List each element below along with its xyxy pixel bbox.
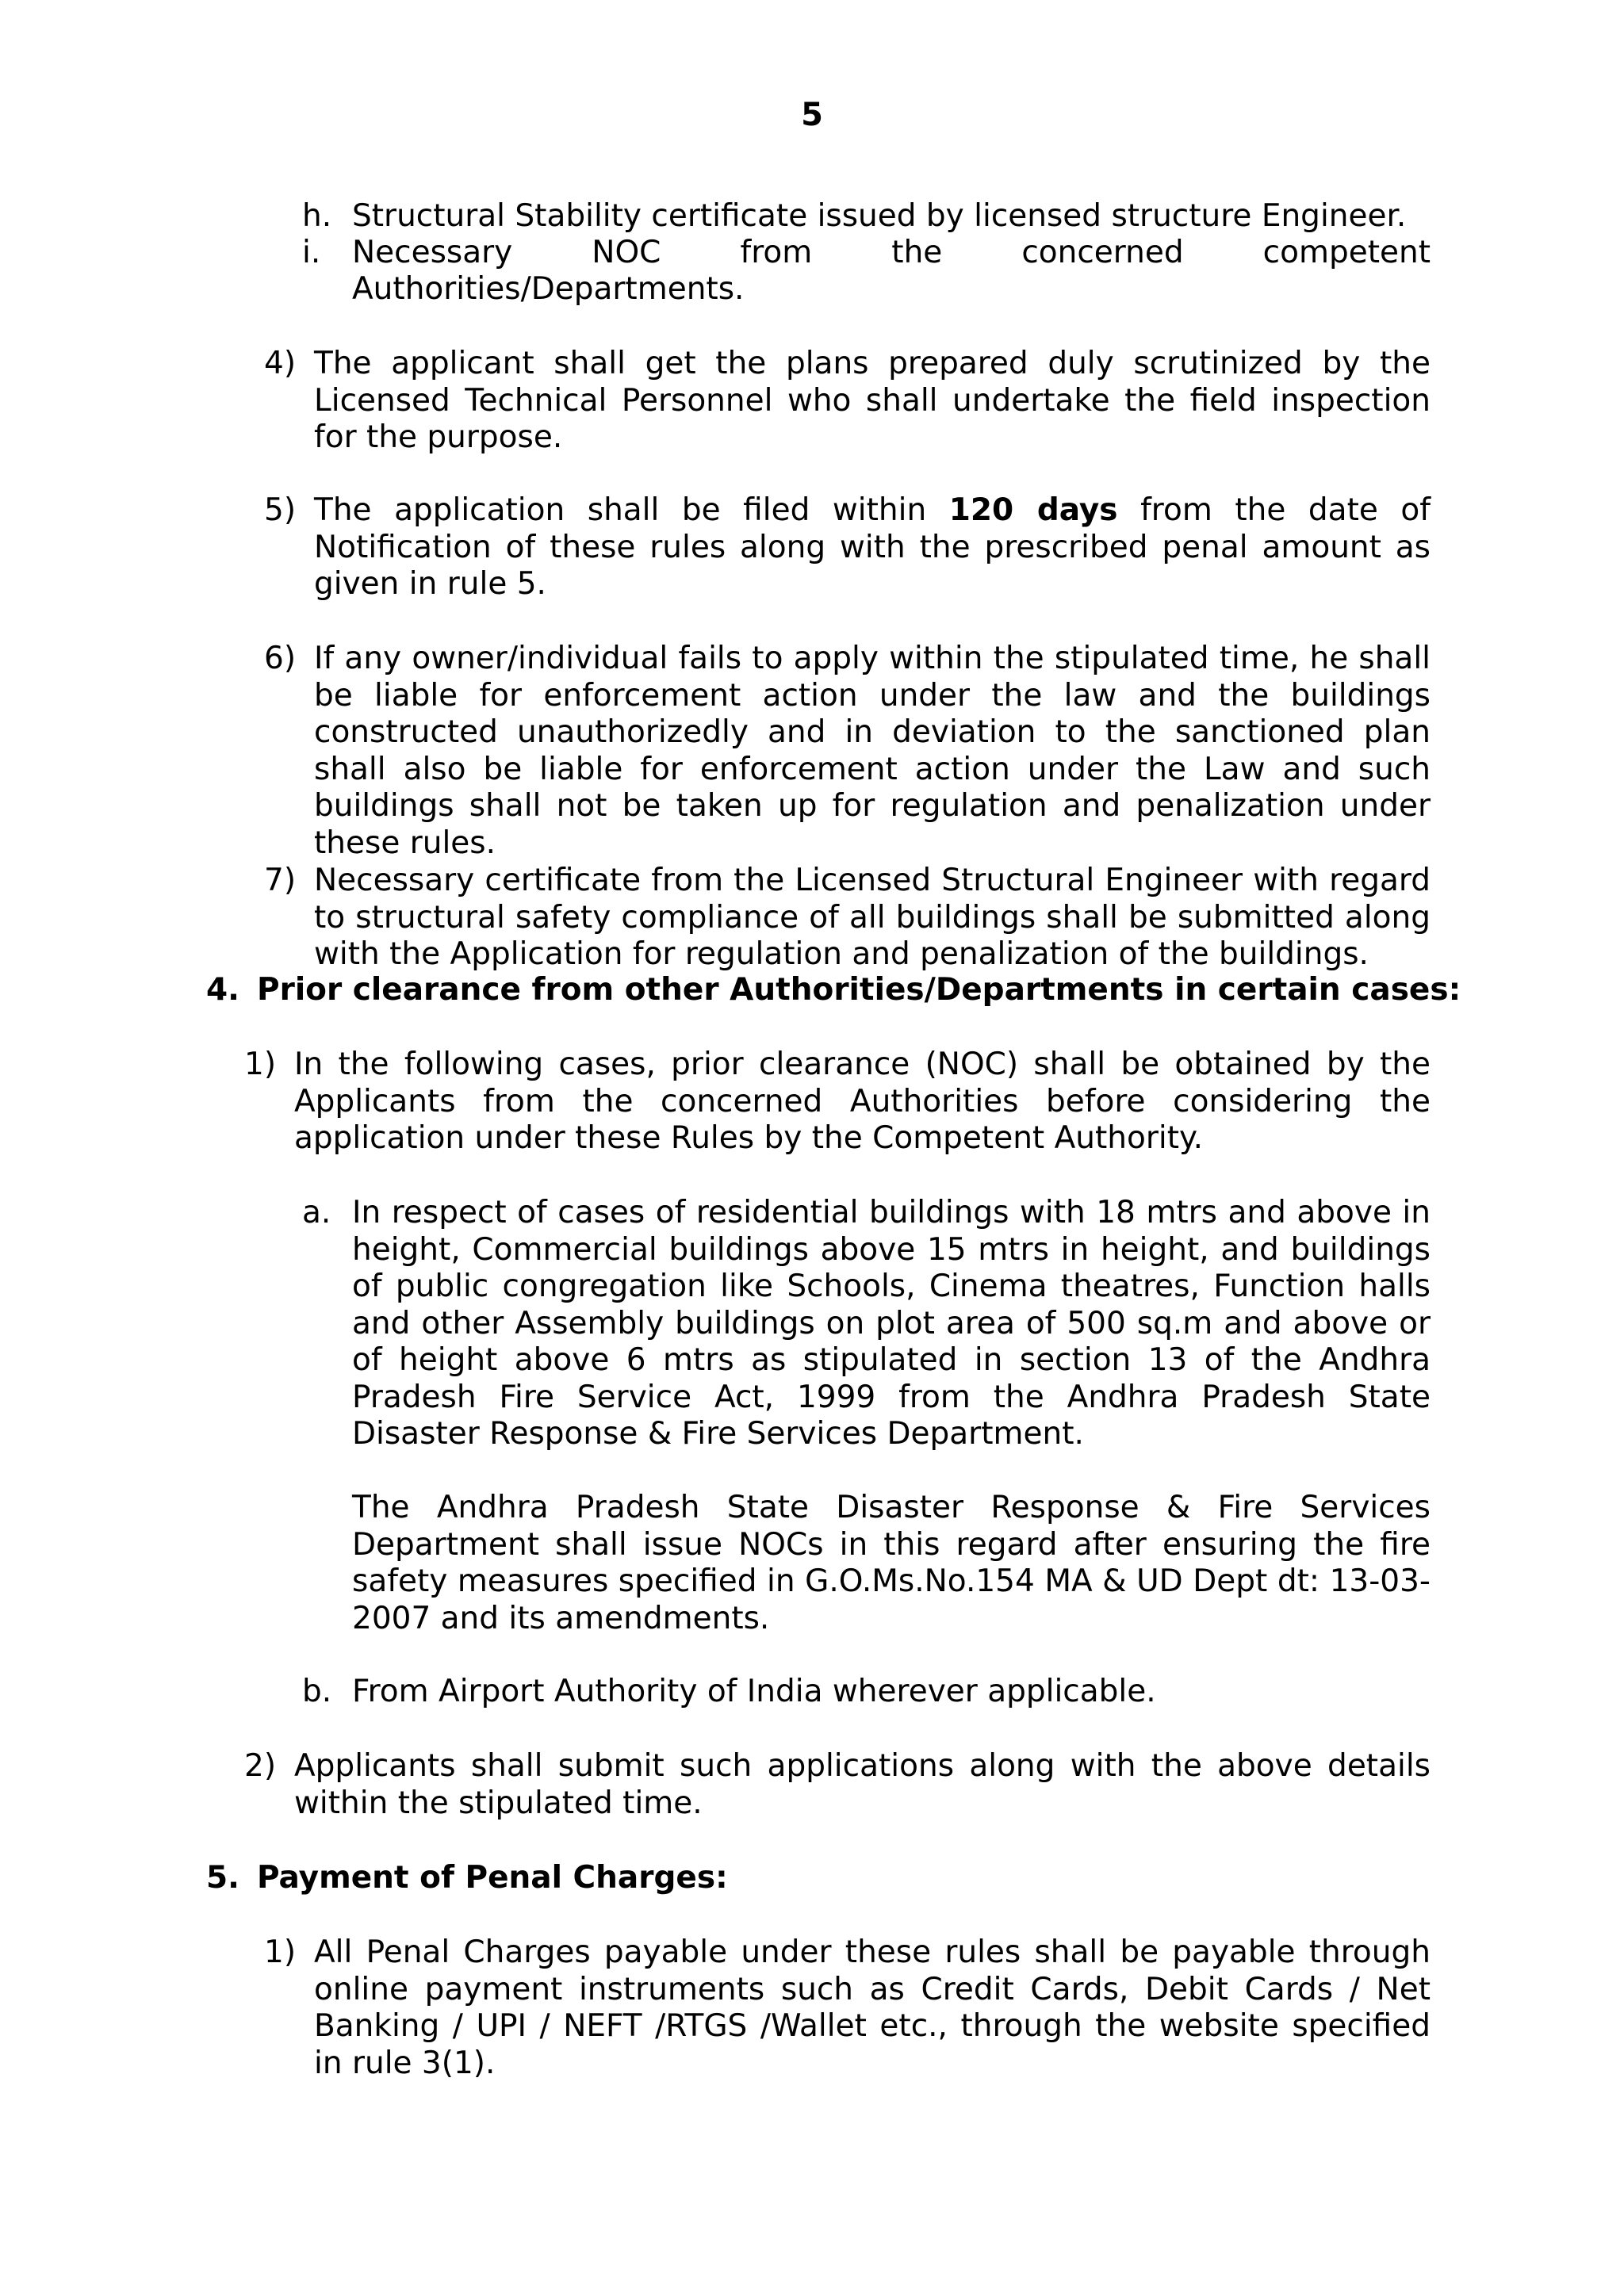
list-marker-i: i. (302, 235, 321, 270)
item-3-7-marker: 7) (264, 863, 297, 898)
section-4-number: 4. (206, 972, 239, 1008)
list-marker-h: h. (302, 198, 332, 234)
item-3-4-text: The applicant shall get the plans prepared duly scrutinized by the Licensed Technical Personnel who shall undertake the field inspection for the purpose. (314, 346, 1431, 455)
list-item-i-line2: Authorities/Departments. (352, 271, 745, 307)
item-4-2-text: Applicants shall submit such applications along with the above details within the stipulated time. (294, 1748, 1431, 1821)
list-item-i-line1: Necessary NOC from the concerned competent (352, 235, 1431, 270)
item-4-1-b-marker: b. (302, 1674, 332, 1709)
section-4-title: Prior clearance from other Authorities/Departments in certain cases: (257, 972, 1461, 1008)
section-5-number: 5. (206, 1860, 239, 1896)
item-5-1-marker: 1) (264, 1934, 297, 1970)
item-3-7-text: Necessary certificate from the Licensed Structural Engineer with regard to structural safety compliance of all buildings shall be submitted along with the Application for regulation and penalization of the buildings. (314, 863, 1431, 972)
item-3-6-text: If any owner/individual fails to apply within the stipulated time, he shall be liable for enforcement action under the law and the buildings constructed unauthorizedly and in deviation to the sanctioned plan shall also be liable for enforcement action under the Law and such buildings shall not be taken up for regulation and penalization under these rules. (314, 641, 1431, 861)
item-4-1-b-text: From Airport Authority of India wherever applicable. (352, 1674, 1156, 1709)
item-4-1-text: In the following cases, prior clearance (NOC) shall be obtained by the Applicants from the concerned Authorities before considering the application under these Rules by the Competent Authority. (294, 1047, 1431, 1156)
item-3-5-bold-days: 120 days (948, 492, 1118, 528)
item-3-6-marker: 6) (264, 641, 297, 676)
item-4-1-a-para2: The Andhra Pradesh State Disaster Response & Fire Services Department shall issue NOCs in this regard after ensuring the fire safety measures specified in G.O.Ms.No.154 MA & UD Dept dt: 13-03-2007 and its amendments. (352, 1490, 1431, 1636)
item-4-1-a-marker: a. (302, 1195, 331, 1230)
item-4-1-a-text: In respect of cases of residential buildings with 18 mtrs and above in height, Commercial buildings above 15 mtrs in height, and buildings of public congregation like Schools, Cinema theatres, Function halls and other Assembly buildings on plot area of 500 sq.m and above or of height above 6 mtrs as stipulated in section 13 of the Andhra Pradesh Fire Service Act, 1999 from the Andhra Pradesh State Disaster Response & Fire Services Department. (352, 1195, 1431, 1452)
item-4-1-marker: 1) (244, 1047, 277, 1082)
section-5-title: Payment of Penal Charges: (257, 1860, 728, 1896)
item-3-4-marker: 4) (264, 346, 297, 381)
item-3-5-text-before: The application shall be filed within (314, 492, 949, 528)
list-item-h: Structural Stability certificate issued by licensed structure Engineer. (352, 198, 1407, 234)
item-5-1-text: All Penal Charges payable under these rules shall be payable through online payment instruments such as Credit Cards, Debit Cards / Net Banking / UPI / NEFT /RTGS /Wallet etc., through the website specified in rule 3(1). (314, 1934, 1431, 2081)
page-number: 5 (801, 97, 823, 133)
item-3-5-marker: 5) (264, 492, 297, 528)
item-4-2-marker: 2) (244, 1748, 277, 1784)
item-3-5-text-after: from the date of Notification of these rules along with the prescribed penal amount as given in rule 5. (314, 492, 1431, 602)
item-3-5-text (314, 492, 1431, 603)
